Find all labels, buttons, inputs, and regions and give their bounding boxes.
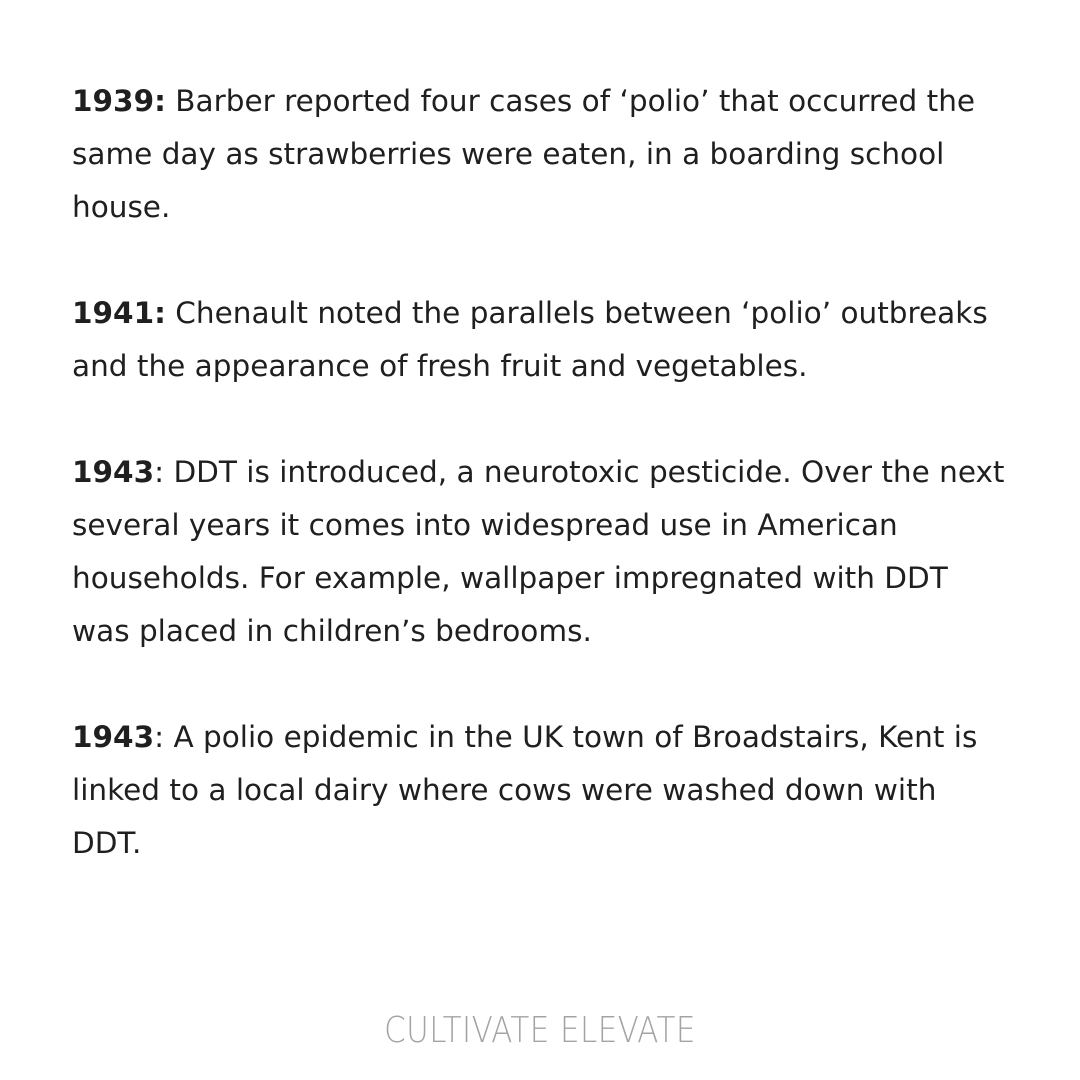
brand-footer: CULTIVATE ELEVATE	[384, 1010, 696, 1051]
entry-colon: :	[154, 84, 166, 118]
entry-year: 1943	[72, 455, 155, 489]
entry-text: DDT is introduced, a neurotoxic pesticide. Over the next several years it comes into widespread use in American households. For example, wallpaper impregnated with DDT was placed in children’s bedrooms.	[72, 455, 1005, 648]
timeline-text	[72, 75, 1012, 870]
timeline-entry-1939	[72, 75, 1012, 234]
entry-text: Chenault noted the parallels between ‘polio’ outbreaks and the appearance of fresh fruit and vegetables.	[72, 296, 988, 383]
entry-year: 1939	[72, 84, 155, 118]
timeline-entry-1941	[72, 287, 1012, 393]
entry-colon: :	[154, 296, 166, 330]
timeline-entry-1943-broadstairs	[72, 711, 1012, 870]
entry-text: A polio epidemic in the UK town of Broadstairs, Kent is linked to a local dairy where cows were washed down with DDT.	[72, 720, 978, 860]
entry-colon: :	[154, 455, 165, 489]
timeline-entry-1943-ddt	[72, 446, 1012, 658]
entry-colon: :	[154, 720, 165, 754]
entry-text: Barber reported four cases of ‘polio’ that occurred the same day as strawberries were eaten, in a boarding school house.	[72, 84, 976, 224]
entry-year: 1941	[72, 296, 155, 330]
entry-year: 1943	[72, 720, 155, 754]
